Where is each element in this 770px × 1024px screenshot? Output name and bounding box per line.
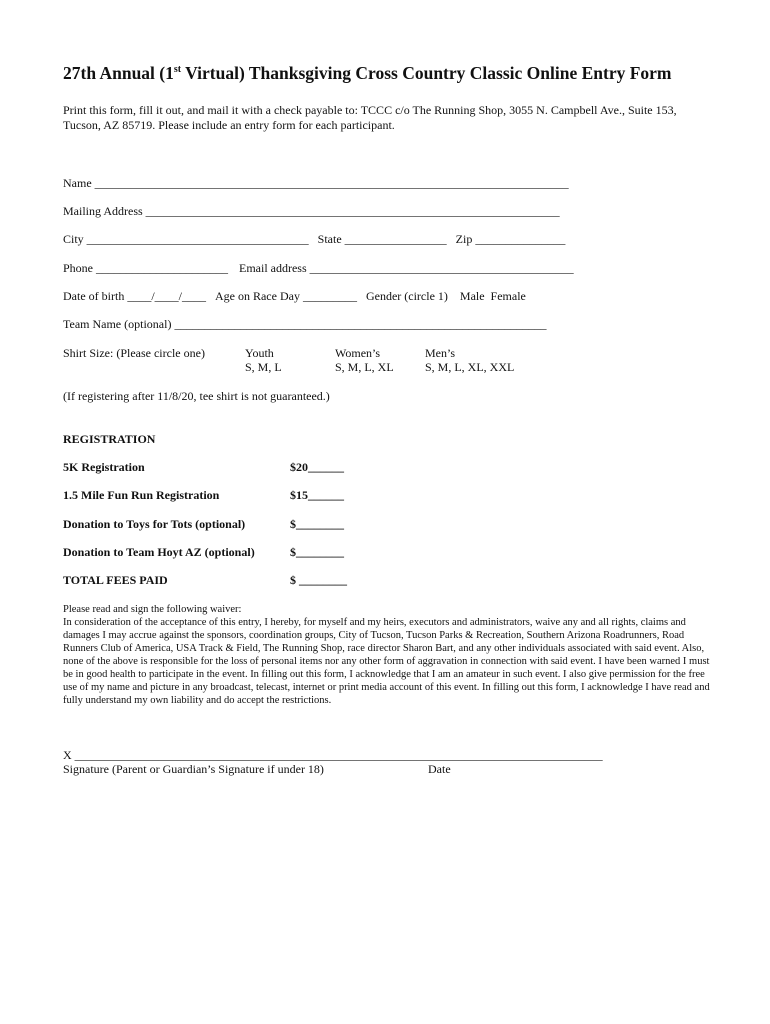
registration-item-amount: $________ [290,517,344,531]
age-field: Age on Race Day _________ [214,289,357,303]
shirt-men-sizes: S, M, L, XL, XXL [425,360,515,374]
registration-item-label: 1.5 Mile Fun Run Registration [63,488,220,502]
name-field: Name _______________________________________________________________________________ [63,176,569,190]
shirt-youth-sizes: S, M, L [245,360,282,374]
state-field: State _________________ [317,232,447,246]
phone-field: Phone ______________________ [63,261,228,275]
dob-field: Date of birth ____/____/____ [63,289,206,303]
shirt-women-column [335,346,394,374]
registration-item-label: Donation to Toys for Tots (optional) [63,517,246,531]
registration-item-5k [63,460,145,475]
email-field: Email address ____________________________________________ [239,261,574,275]
phone-email-row [63,261,574,276]
registration-item-amount: $________ [290,545,344,559]
registration-item-label: Donation to Team Hoyt AZ (optional) [63,545,255,559]
signature-label: Signature (Parent or Guardian’s Signature if under 18) [63,762,324,776]
gender-field: Gender (circle 1) Male Female [365,289,526,303]
registration-item-amount: $15______ [290,488,344,502]
shirt-women-label: Women’s [335,346,381,360]
registration-total-amount: $ ________ [290,573,347,587]
dob-age-gender-row [63,289,526,304]
registration-total-label: TOTAL FEES PAID [63,573,168,587]
waiver-body: In consideration of the acceptance of this entry, I hereby, for myself and my heirs, executors and administrators, waive any and all rights, claims and damages I may accrue against the sponsors, coordination groups, City of Tucson, Tucson Parks & Recreation, Southern Arizona Roadrunners, Road Runners Club of America, USA Track & Field, The Running Shop, race director Sharon Bart, and any other individuals associated with said event. Also, none of the above is responsible for the loss of personal items nor any other form of aggravation in connection with said event. I have been warned I must be in good health to participate in the event. In filling out this form, I acknowledge that I am an amateur in such event. I also give permission for the free use of my name and picture in any broadcast, telecast, internet or print media account of this event. In filling out this form, I acknowledge I have read and fully understand my own liability and do accept the restrictions. [63,617,710,706]
registration-heading: REGISTRATION [63,432,156,446]
city-field: City _____________________________________ [63,232,309,246]
team-name-field: Team Name (optional) ______________________________________________________________ [63,317,547,331]
shirt-size-label: Shirt Size: (Please circle one) [63,346,205,360]
date-label: Date [428,762,451,776]
waiver-heading: Please read and sign the following waiver: [63,604,242,615]
shirt-men-label: Men’s [425,346,455,360]
shirt-men-column [425,346,514,374]
zip-field: Zip _______________ [455,232,566,246]
signature-line: X ________________________________________________________________________________________ [63,748,603,762]
shirt-youth-label: Youth [245,346,274,360]
mailing-address-field: Mailing Address _____________________________________________________________________ [63,204,560,218]
city-state-zip-row [63,232,565,247]
registration-item-label: 5K Registration [63,460,145,474]
registration-item-toys-for-tots [63,517,245,532]
waiver-section [63,603,713,707]
registration-item-team-hoyt [63,545,255,560]
registration-item-amount: $20______ [290,460,344,474]
shirt-women-sizes: S, M, L, XL [335,360,394,374]
intro-text: Print this form, fill it out, and mail it with a check payable to: TCCC c/o The Running Shop, 3055 N. Campbell Ave., Suite 153, Tucson, AZ 85719. Please include an entry form for each participant. [63,103,677,132]
registration-total [63,573,168,588]
shirt-youth-column [245,346,282,374]
form-title: 27th Annual (1st Virtual) Thanksgiving Cross Country Classic Online Entry Form [63,63,672,83]
shirt-note: (If registering after 11/8/20, tee shirt is not guaranteed.) [63,389,330,403]
registration-item-fun-run [63,488,219,503]
